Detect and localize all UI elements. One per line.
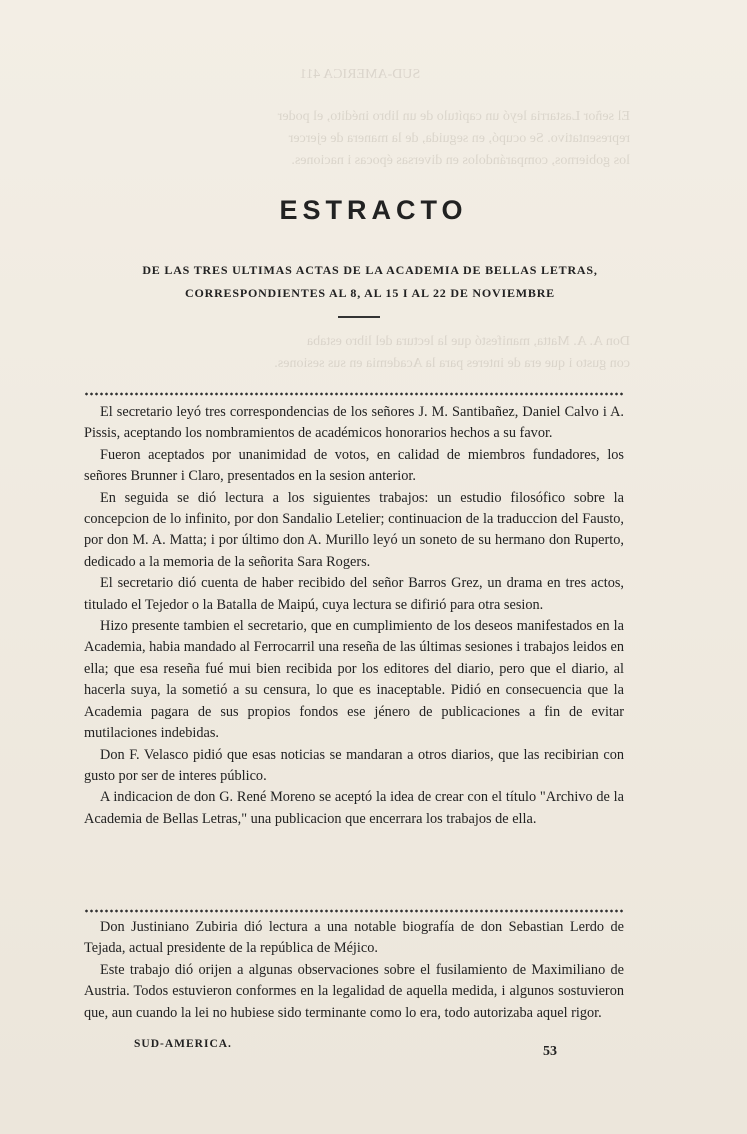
paragraph: Fueron aceptados por unanimidad de votos, en calidad de miembros fundadores, los señores Brunner i Claro, presentados en la sesion anterior. xyxy=(84,446,624,485)
minutes-section-1 xyxy=(84,402,624,830)
paragraph: A indicacion de don G. René Moreno se aceptó la idea de crear con el título "Archivo de la Academia de Bellas Letras," una publicacion que encerrara los trabajos de ella. xyxy=(84,789,624,827)
paragraph: En seguida se dió lectura a los siguientes trabajos: un estudio filosófico sobre la concepcion de lo infinito, por don Sandalio Letelier; continuacion de la traduccion del Fausto, por don M. A. Matta; i por último don A. Murillo leyó un soneto de su hermano don Ruperto, dedicado a la memoria de la señorita Sara Rogers. xyxy=(84,489,624,570)
show-through-text: El señor Lastarria leyó un capítulo de un libro inédito, el poder xyxy=(277,109,630,124)
page-title: ESTRACTO xyxy=(279,195,468,225)
paragraph: El secretario leyó tres correspondencias de los señores J. M. Santibañez, Daniel Calvo i A. Pissis, aceptando los nombramientos de académicos honorarios hechos a su favor. xyxy=(84,404,624,442)
subtitle-line-2: CORRESPONDIENTES AL 8, AL 15 I AL 22 DE NOVIEMBRE xyxy=(185,286,555,300)
show-through-text: los gobiernos, comparándolos en diversas épocas i naciones. xyxy=(291,153,630,168)
show-through-text: con gusto i que era de interes para la Academia en sus sesiones. xyxy=(274,356,630,371)
document-header xyxy=(0,190,747,230)
show-through-text: Don A. A. Matta, manifestó que la lectura del libro estaba xyxy=(306,334,630,349)
show-through-text: SUD-AMERICA 411 xyxy=(299,67,421,82)
paragraph: Don Justiniano Zubiria dió lectura a una notable biografía de don Sebastian Lerdo de Tejada, actual presidente de la república de Méjico. xyxy=(84,919,624,957)
title-divider xyxy=(338,316,380,318)
journal-signature: SUD-AMERICA. xyxy=(134,1038,232,1050)
dotted-separator xyxy=(84,909,624,913)
paragraph: Hizo presente tambien el secretario, que en cumplimiento de los deseos manifestados en la Academia, habia mandado al Ferrocarril una reseña de las últimas sesiones i trabajos leidos en ella; que esa reseña fué mui bien recibida por los editores del diario, pero que el diario, al hacerla suya, la sometió a su censura, lo que es inaceptable. Pidió en consecuencia que la Academia pagara de sus propios fondos ese jénero de publicaciones a fin de evitar mutilaciones indebidas. xyxy=(84,618,624,742)
page-number: 53 xyxy=(543,1044,557,1059)
minutes-section-2 xyxy=(84,917,624,1024)
subtitle-line-1: DE LAS TRES ULTIMAS ACTAS DE LA ACADEMIA DE BELLAS LETRAS, xyxy=(142,263,598,277)
paragraph: El secretario dió cuenta de haber recibido del señor Barros Grez, un drama en tres actos, titulado el Tejedor o la Batalla de Maipú, cuya lectura se difirió para otra sesion. xyxy=(84,575,624,613)
paragraph: Este trabajo dió orijen a algunas observaciones sobre el fusilamiento de Maximiliano de Austria. Todos estuvieron conformes en la legalidad de aquella medida, i algunos sostuvieron que, aun cuando la lei no hubiese sido terminante como lo era, todo autorizaba aquel rigor. xyxy=(84,961,624,1021)
show-through-text: representativo. Se ocupó, en seguida, de la manera de ejercer xyxy=(288,131,630,146)
dotted-separator xyxy=(84,392,624,396)
paragraph: Don F. Velasco pidió que esas noticias se mandaran a otros diarios, que las recibirian con gusto por ser de interes público. xyxy=(84,746,624,784)
